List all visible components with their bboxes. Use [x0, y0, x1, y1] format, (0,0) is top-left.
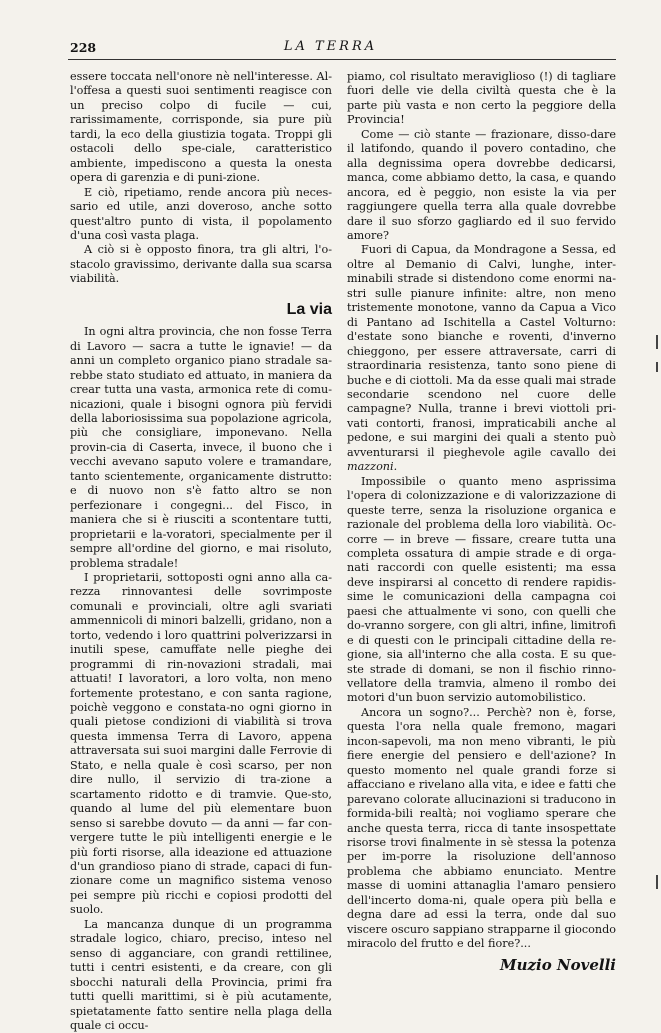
section-title: La via [286, 300, 332, 318]
page-number: 228 [70, 40, 97, 55]
author-signature: Muzio Novelli [499, 955, 616, 974]
right-column [347, 70, 616, 972]
left-paragraph-4: In ogni altra provincia, che non fosse Terra di Lavoro — sacra a tutte le ignavie! — da anni un completo organico piano stradale sa-rebbe stato studiato ed attuato, in maniera da crear tutta una vasta, armonica rete di comu-nicazioni, quale i bisogni ognora più fervidi della laboriosissima sua popolazione agricola, più che consigliare, imponevano. Nella provin-cia di Caserta, invece, il buono che i vecchi avevano saputo volere e tramandare, tanto scientemente, organicamente distrutto: e di nuovo non s'è fatto altro se non perfezionare i congegni... del Fisco, in maniera che si è riusciti a scontentare tutti, proprietarii e la-voratori, specialmente per il sempre all'ordine del giorno, e mai risoluto, problema stradale! [70, 325, 332, 570]
right-paragraph-1: piamo, col risultato meraviglioso (!) di tagliare fuori delle vie della civiltà questa che è la parte più vasta e non certo la peggiore della Provincia! [347, 70, 616, 127]
right-paragraph-3 [347, 243, 616, 474]
left-column [70, 70, 332, 1033]
page-edge-mark [656, 335, 658, 349]
running-head-title: LA TERRA [283, 39, 378, 54]
page-edge-mark [656, 875, 658, 889]
left-paragraph-6: La mancanza dunque di un programma stradale logico, chiaro, preciso, inteso nel senso di agganciare, con grandi rettilinee, tutti i centri esistenti, e da creare, con gli sbocchi naturali della Provincia, primi fra tutti quelli marittimi, si è più acutamente, spietatamente fatto sentire nella plaga della quale ci occu- [70, 917, 332, 1032]
page-edge-mark [656, 362, 658, 372]
right-paragraph-2: Come — ciò stante — frazionare, disso-dare il latifondo, quando il povero contadino, che alla degnissima opera dovrebbe dedicarsi, manca, come abbiamo detto, la casa, e quando ancora, ed è peggio, non esiste la via per raggiungere quella terra alla quale dovrebbe dare il suo sforzo gagliardo ed il suo fervido amore? [347, 127, 616, 242]
left-paragraph-2: E ciò, ripetiamo, rende ancora più neces-sario ed utile, anzi doveroso, anche sotto quest'altro punto di vista, il popolamento d'una così vasta plaga. [70, 185, 332, 242]
right-paragraph-4: Impossibile o quanto meno asprissima l'opera di colonizzazione e di valorizzazione di queste terre, senza la risoluzione organica e razionale del problema della loro viabilità. Oc-corre — in breve — fissare, creare tutta una completa ossatura di ampie strade e di orga-nati raccordi con quelle esistenti; ma essa deve inspirarsi al concetto di rendere rapidis-sime le comunicazioni della campagna coi paesi che attualmente vi sono, con quelli che do-vranno sorgere, con gli altri, infine, limitrofi e di questi con le principali cittadine della re-gione, sia all'interno che alla costa. E su que-ste strade di domani, se non il fischio rinno-vellatore della tramvia, almeno il rombo dei motori d'un buon servizio automobilistico. [347, 474, 616, 705]
right-paragraph-3-italic: mazzoni. [347, 460, 398, 474]
left-paragraph-3: A ciò si è opposto finora, tra gli altri, l'o-stacolo gravissimo, derivante dalla sua scarsa viabilità. [70, 243, 332, 286]
right-paragraph-5: Ancora un sogno?... Perchè? non è, forse, questa l'ora nella quale fremono, magari incon-sapevoli, ma non meno vibranti, le più fiere energie del pensiero e dell'azione? In questo momento nel quale grandi forze si affacciano e rivelano alla vita, e idee e fatti che parevano colorate allucinazioni si traducono in formida-bili realtà; noi vogliamo sperare che anche questa terra, ricca di tante insospettate risorse trovi finalmente in sè stessa la potenza per im-porre la risoluzione dell'annoso problema che abbiamo enunciato. Mentre masse di uomini attanaglia l'amaro pensiero dell'incerto doma-ni, quale opera più bella e degna dare ad essi la terra, onde dal suo viscere oscuro sappiano strapparne il giocondo miracolo del frutto e del fiore?... [347, 705, 616, 951]
right-paragraph-3-text: Fuori di Capua, da Mondragone a Sessa, ed oltre al Demanio di Calvi, lunghe, inter-minabili strade si distendono come enormi na-stri sulle pianure infinite: altre, non meno tristemente monotone, vanno da Capua a Vico di Pantano ad Ischitella a Castel Volturno: d'estate sono bianche e roventi, d'inverno chieggono, per essere attraversate, carri di straordinaria resistenza, tanto sono piene di buche e di ciottoli. Ma da esse quali mai strade secondarie scendono nel cuore delle campagne? Nulla, tranne i brevi viottoli pri-vati contorti, franosi, impraticabili anche al pedone, e sui margini dei quali a stento può avventurarsi il pieghevole agile cavallo dei [347, 243, 616, 459]
left-paragraph-1: essere toccata nell'onore nè nell'interesse. Al-l'offesa a questi suoi sentimenti reagisce con un preciso colpo di fucile — cui, rarissimamente, corrisponde, sia pure più tardi, la eco della giustizia togata. Troppi gli ostacoli dello spe-ciale, caratteristico ambiente, impediscono a questa la onesta opera di garenzia e di puni-zione. [70, 70, 332, 185]
left-paragraph-5: I proprietarii, sottoposti ogni anno alla ca-rezza rinnovantesi delle sovrimposte comunali e provinciali, oltre agli svariati ammennicoli di minori balzelli, gridano, non a torto, vedendo i loro quattrini polverizzarsi in inutili spese, camuffate nelle pieghe dei programmi di rin-novazioni stradali, mai attuati! I lavoratori, a loro volta, non meno fortemente protestano, e con santa ragione, poichè veggono e constata-no ogni giorno in quali pietose condizioni di viabilità si trova questa immensa Terra di Lavoro, appena attraversata sui suoi margini dalle Ferrovie di Stato, e nella quale è così scarso, per non dire nullo, il servizio di tra-zione a scartamento ridotto e di tramvie. Que-sto, quando al lume del più elementare buon senso si sarebbe dovuto — da anni — far con-vergere tutte le più intelligenti energie e le più forti risorse, alla ideazione ed attuazione d'un grandioso piano di strade, capaci di fun-zionare come un magnifico sistema venoso pei sempre più ricchi e copiosi prodotti del suolo. [70, 570, 332, 917]
header-rule [68, 59, 616, 60]
